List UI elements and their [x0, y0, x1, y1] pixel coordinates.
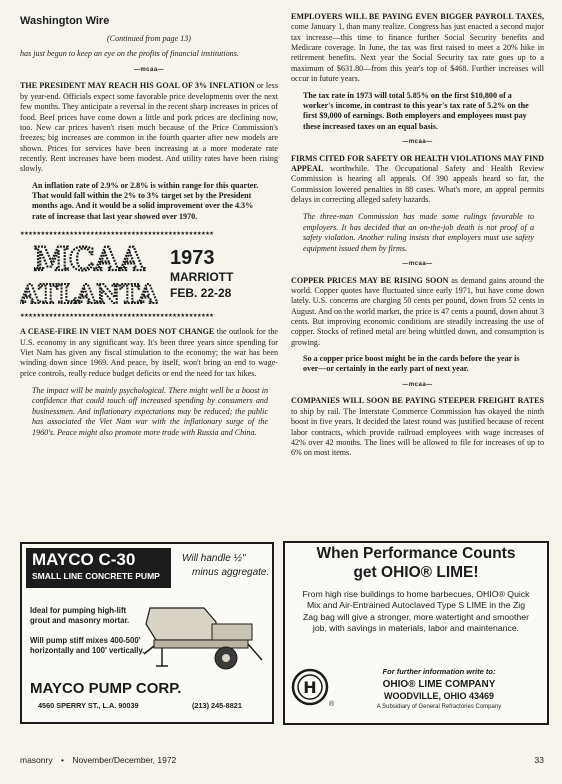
inflation-lead: THE PRESIDENT MAY REACH HIS GOAL OF 3% INFLATION [20, 81, 255, 91]
vietnam-paragraph [20, 327, 278, 379]
convention-year: 1973 [170, 246, 215, 269]
mayco-tagline [182, 552, 269, 579]
ohio-headline-line1: When Performance Counts [316, 545, 516, 562]
mayco-phone: (213) 245-8821 [192, 701, 242, 710]
ohio-subsidiary: A Subsidiary of General Refractories Company [376, 704, 502, 710]
mayco-mix-text: Will pump stiff mixes 400-500' horizontally and 100' vertically. [30, 636, 145, 656]
ohio-lime-logo-icon [291, 668, 329, 706]
ohio-logo-letter: H [303, 678, 317, 697]
mayco-product-subtitle: SMALL LINE CONCRETE PUMP [32, 571, 160, 581]
mayco-product-name: MAYCO C-30 [32, 550, 136, 569]
star-rule-bottom: ★★★★★★★★★★★★★★★★★★★★★★★★★★★★★★★★★★★★★★★★★★★★★★★ [20, 309, 214, 319]
ohio-company-name: OHIO® LIME COMPANY [382, 679, 496, 690]
page-footer [20, 755, 544, 765]
mcaa-logo-bottom: ATLANTA [20, 279, 158, 307]
ohio-headline [285, 545, 547, 583]
copper-highlight: So a copper price boost might be in the cards before the year is over—or certainly in the early part of next year. [303, 354, 520, 374]
mcaa-atlanta-logo [20, 241, 158, 307]
left-column [20, 14, 278, 438]
freight-paragraph [291, 396, 544, 458]
safety-body: worthwhile. The Occupational Safety and Health Review Commission is hearing all appeals. Of 390 appeals heard so far, the Commission lowered penalties in 88 cases. What's more, an appeal permits delays in correcting alleged safety hazards. [291, 163, 544, 205]
ohio-city: WOODVILLE, OHIO 43469 [383, 691, 495, 701]
ohio-body-text: From high rise buildings to home barbecues, OHIO® Quick Mix and Air-Entrained Autoclaved Type S LIME in the Zig Zag bag will give a stronger, more watertight and smoother job, with savings in materials, labor and maintenance. [302, 589, 530, 634]
ohio-contact-info [339, 667, 539, 710]
copper-body: as demand gains around the world. Copper quotes have fluctuated since early 1971, but have come down lately. U.S. concerns are charging 50 cents per pound, down from 52 cents in August. And on the world market, the price is 47 cents a pound, down about 3 cents. But improving economic conditions are steadily increasing the use of copper. Stocks of refined metal are being whittled down, and consumption is growing. [291, 275, 544, 347]
mcaa-logo-top: MCAA [33, 240, 145, 278]
page-number: 33 [534, 755, 544, 765]
inflation-body: or less by year-end. Officials expect some favorable price developments over the next few months. They anticipate a reversal in the recent sharp increases in prices of food. Beef prices have come down a little and pork prices are declining now, too. New car prices haven't risen much because of the Price Commission's freezes; big increases are common in the fourth quarter after new models are shown. Prices for services have been increasing at a more moderate rate recently. Rent increases have been modest. And utility rates have been rising slowly. [20, 81, 278, 174]
payroll-paragraph [291, 12, 544, 85]
right-column [291, 12, 544, 459]
mayco-address: 4560 SPERRY ST., L.A. 90039 [38, 701, 139, 710]
copper-paragraph [291, 276, 544, 349]
payroll-body: come January 1, than many realize. Congress has just enacted a second major tax increase—this time to finance further Social Security benefits and Medicare coverage. In June, the tax was first raised to meet a 20% hike in retirement benefits. Next year the Social Security tax rate goes up to a maximum of $631.80—from this year's top of $468. Further increases will occur in future years. [291, 22, 544, 84]
footer-bullet: • [60, 755, 64, 765]
vietnam-italic-block: The impact will be mainly psychological. There might well be a boost in confidence that could touch off increased spending by consumers and businessmen. And inflationary expectations may be reduced; the public has associated the Viet Nam war with the inflationary surge of the 1960's. Peace might also promote more trade with Russia and China. [32, 386, 268, 437]
separator: —mcaa— [402, 138, 433, 145]
safety-italic-block: The three-man Commission has made some rulings favorable to employers. It has decided that an on-the-job death is not proof of a safety violation. Another ruling insists that employers must use safety equipment issued them by firms. [303, 212, 534, 253]
mayco-title-block [26, 548, 171, 588]
convention-info [170, 247, 233, 301]
section-heading: Washington Wire [20, 15, 110, 27]
ohio-lime-advertisement [283, 541, 549, 725]
separator: —mcaa— [133, 66, 165, 73]
mayco-advertisement [20, 542, 274, 724]
intro-text: has just begun to keep an eye on the profits of financial institutions. [20, 49, 239, 59]
inflation-highlight: An inflation rate of 2.9% or 2.8% is within range for this quarter. That would fall within the 2% to 3% target set by the President months ago. And it would be a solid improvement over the 4.3% rate of increase that last year showed over 1970. [32, 180, 259, 221]
inflation-paragraph [20, 81, 278, 174]
footer-magazine: masonry [20, 755, 53, 765]
ohio-further-info: For further information write to: [382, 667, 496, 676]
mayco-tagline-line2: minus aggregate. [192, 566, 270, 578]
convention-venue: MARRIOTT [170, 269, 234, 284]
mayco-ideal-text: Ideal for pumping high-lift grout and masonry mortar. [30, 606, 130, 626]
payroll-lead: EMPLOYERS WILL BE PAYING EVEN BIGGER PAYROLL TAXES, [291, 12, 544, 21]
safety-lead: FIRMS CITED FOR SAFETY OR HEALTH VIOLATIONS MAY FIND APPEAL [291, 153, 544, 173]
freight-body: to ship by rail. The Interstate Commerce Commission has okayed the ninth boost in five years. It decided the latest round was justified because of recent labor contracts, which provide railroad employees with wage increases of 42% over 42 months. The lines will be allowed to file for increases of up to 6% on most items. [291, 406, 544, 458]
vietnam-lead: A CEASE-FIRE IN VIET NAM DOES NOT CHANGE [20, 327, 215, 337]
mayco-tagline-line1: Will handle ½" [182, 553, 246, 564]
vietnam-body: the outlook for the U.S. economy in any significant way. It's been three years since spending for Viet Nam has given any fiscal stimulation to the economy; the war has been winding down since 1969. And peace, by itself, won't bring an end to wage-price controls, really reduce budget deficits or end the need for tax hikes. [20, 327, 278, 378]
concrete-pump-illustration [142, 600, 264, 676]
ohio-headline-line2: get OHIO® LIME! [353, 563, 479, 581]
footer-issue-line [20, 755, 176, 765]
convention-dates: FEB. 22-28 [170, 285, 232, 300]
copper-lead: COPPER PRICES MAY BE RISING SOON [291, 275, 449, 285]
mayco-company-name: MAYCO PUMP CORP. [30, 680, 182, 697]
registered-mark: ® [329, 701, 335, 708]
separator: —mcaa— [402, 260, 433, 267]
freight-lead: COMPANIES WILL SOON BE PAYING STEEPER FREIGHT RATES [291, 396, 544, 406]
continued-note: (Continued from page 13) [106, 34, 191, 44]
safety-paragraph [291, 154, 544, 206]
footer-issue: November/December, 1972 [72, 755, 177, 765]
payroll-highlight: The tax rate in 1973 will total 5.85% on the first $10,800 of a worker's income, in contrast to this year's tax rate of 5.2% on the first $9,000 of earnings. Both employers and employees must pay these increased taxes on an equal basis. [303, 90, 529, 131]
mcaa-convention-banner [20, 241, 278, 307]
star-rule-top: ★★★★★★★★★★★★★★★★★★★★★★★★★★★★★★★★★★★★★★★★★★★★★★★ [20, 228, 214, 238]
separator: —mcaa— [402, 381, 433, 388]
